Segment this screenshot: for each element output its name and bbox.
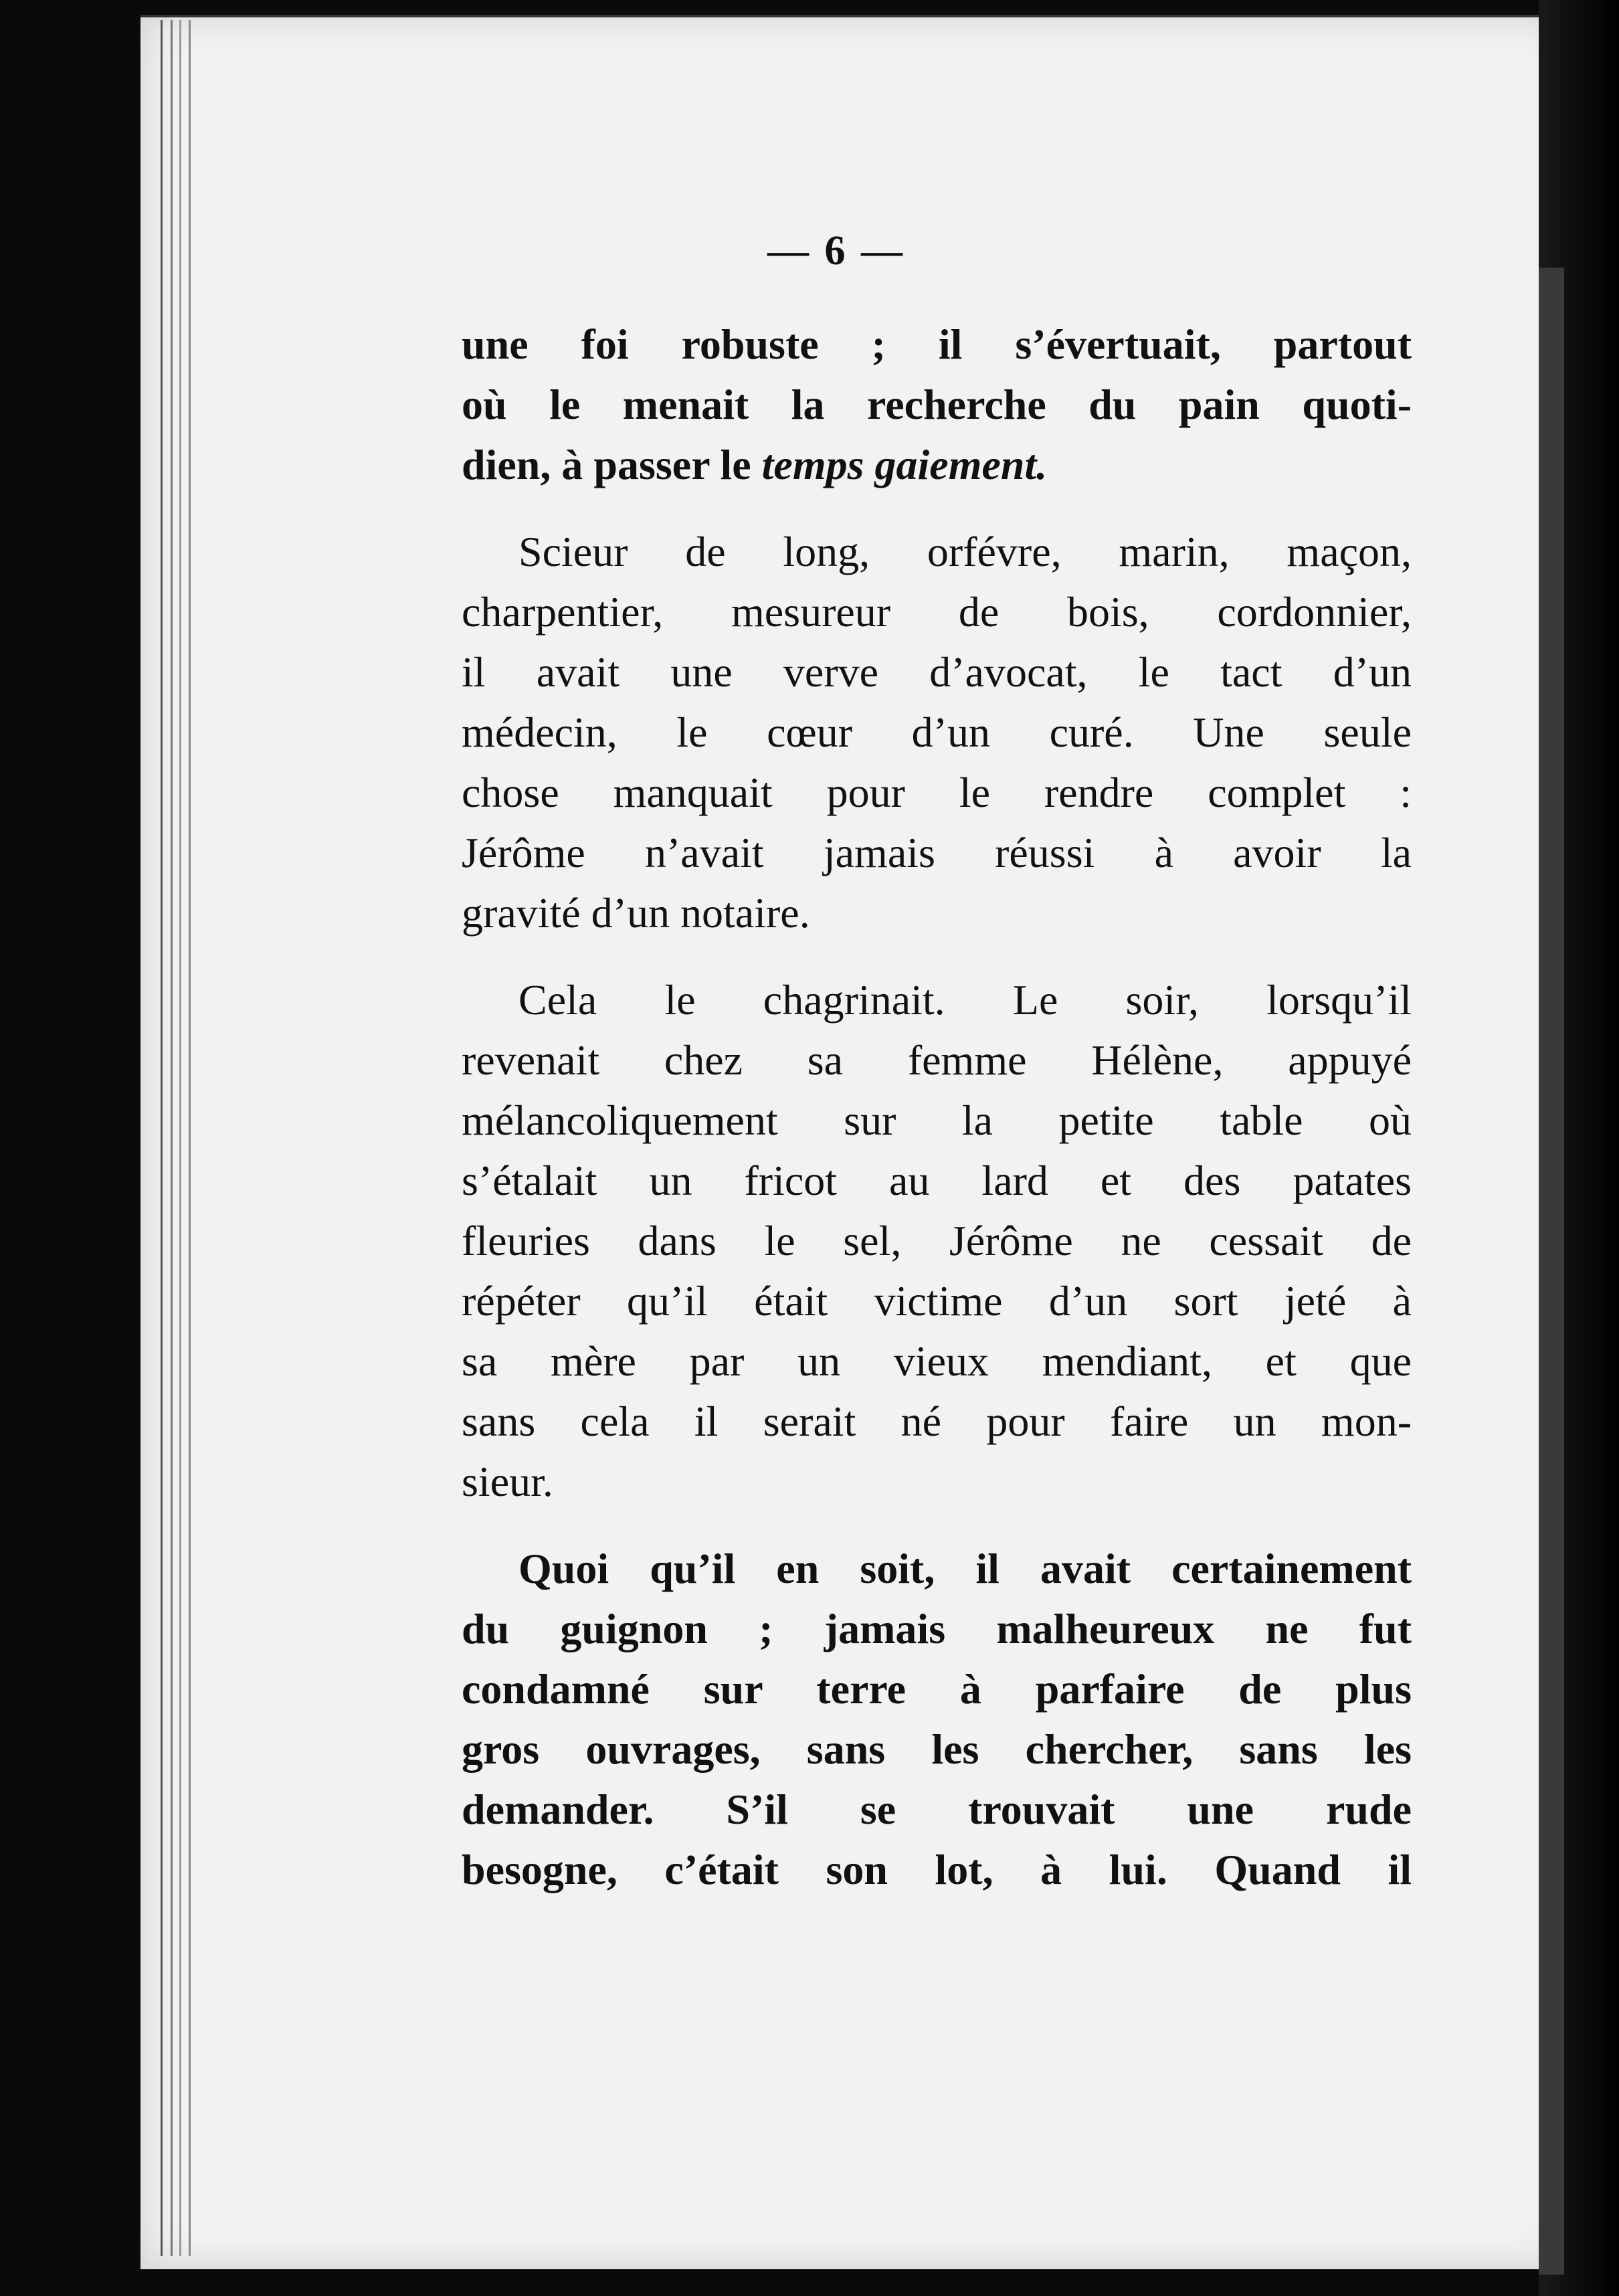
text-line: dien, à passer le temps gaiement. xyxy=(462,441,1048,488)
page-edge xyxy=(171,20,173,2256)
body-text xyxy=(462,314,1412,1900)
text-line: s’étalait un fricot au lard et des patates xyxy=(462,1157,1412,1204)
page-edge xyxy=(189,20,191,2256)
text-line: il avait une verve d’avocat, le tact d’un xyxy=(462,648,1412,696)
text-line: répéter qu’il était victime d’un sort jeté à xyxy=(462,1277,1412,1325)
text-line: demander. S’il se trouvait une rude xyxy=(462,1786,1412,1833)
text-line: Cela le chagrinait. Le soir, lorsqu’il xyxy=(518,976,1412,1024)
text-line: du guignon ; jamais malheureux ne fut xyxy=(462,1605,1412,1652)
paragraph-4 xyxy=(462,1539,1412,1900)
text-line: médecin, le cœur d’un curé. Une seule xyxy=(462,708,1412,756)
binding-strip xyxy=(1539,268,1564,2275)
page-edge xyxy=(179,20,181,2256)
text-line: sa mère par un vieux mendiant, et que xyxy=(462,1337,1412,1385)
paragraph-2 xyxy=(462,522,1412,943)
page-edge xyxy=(161,20,163,2256)
page-top-edge xyxy=(140,15,1565,17)
paragraph-1 xyxy=(462,314,1412,495)
text-line: fleuries dans le sel, Jérôme ne cessait de xyxy=(462,1217,1412,1264)
text-line: Scieur de long, orfévre, marin, maçon, xyxy=(518,528,1412,575)
text-line: gravité d’un notaire. xyxy=(462,889,810,937)
text-line: sans cela il serait né pour faire un mon- xyxy=(462,1398,1412,1445)
page-number: — 6 — xyxy=(767,228,905,274)
text-line: condamné sur terre à parfaire de plus xyxy=(462,1665,1412,1713)
paragraph-3 xyxy=(462,970,1412,1512)
text-line: revenait chez sa femme Hélène, appuyé xyxy=(462,1036,1412,1084)
text-line: Jérôme n’avait jamais réussi à avoir la xyxy=(462,829,1412,876)
text-line: sieur. xyxy=(462,1458,553,1505)
text-line: charpentier, mesureur de bois, cordonnier, xyxy=(462,588,1412,636)
text-line: Quoi qu’il en soit, il avait certainement xyxy=(518,1545,1412,1592)
italic-phrase: temps gaiement. xyxy=(761,441,1048,488)
text-line: une foi robuste ; il s’évertuait, partout xyxy=(462,320,1412,368)
text-line: où le menait la recherche du pain quoti- xyxy=(462,381,1412,428)
text-line: chose manquait pour le rendre complet : xyxy=(462,769,1412,816)
text-line: gros ouvrages, sans les chercher, sans les xyxy=(462,1725,1412,1773)
text-line: besogne, c’était son lot, à lui. Quand il xyxy=(462,1846,1412,1893)
text-line: mélancoliquement sur la petite table où xyxy=(462,1096,1412,1144)
